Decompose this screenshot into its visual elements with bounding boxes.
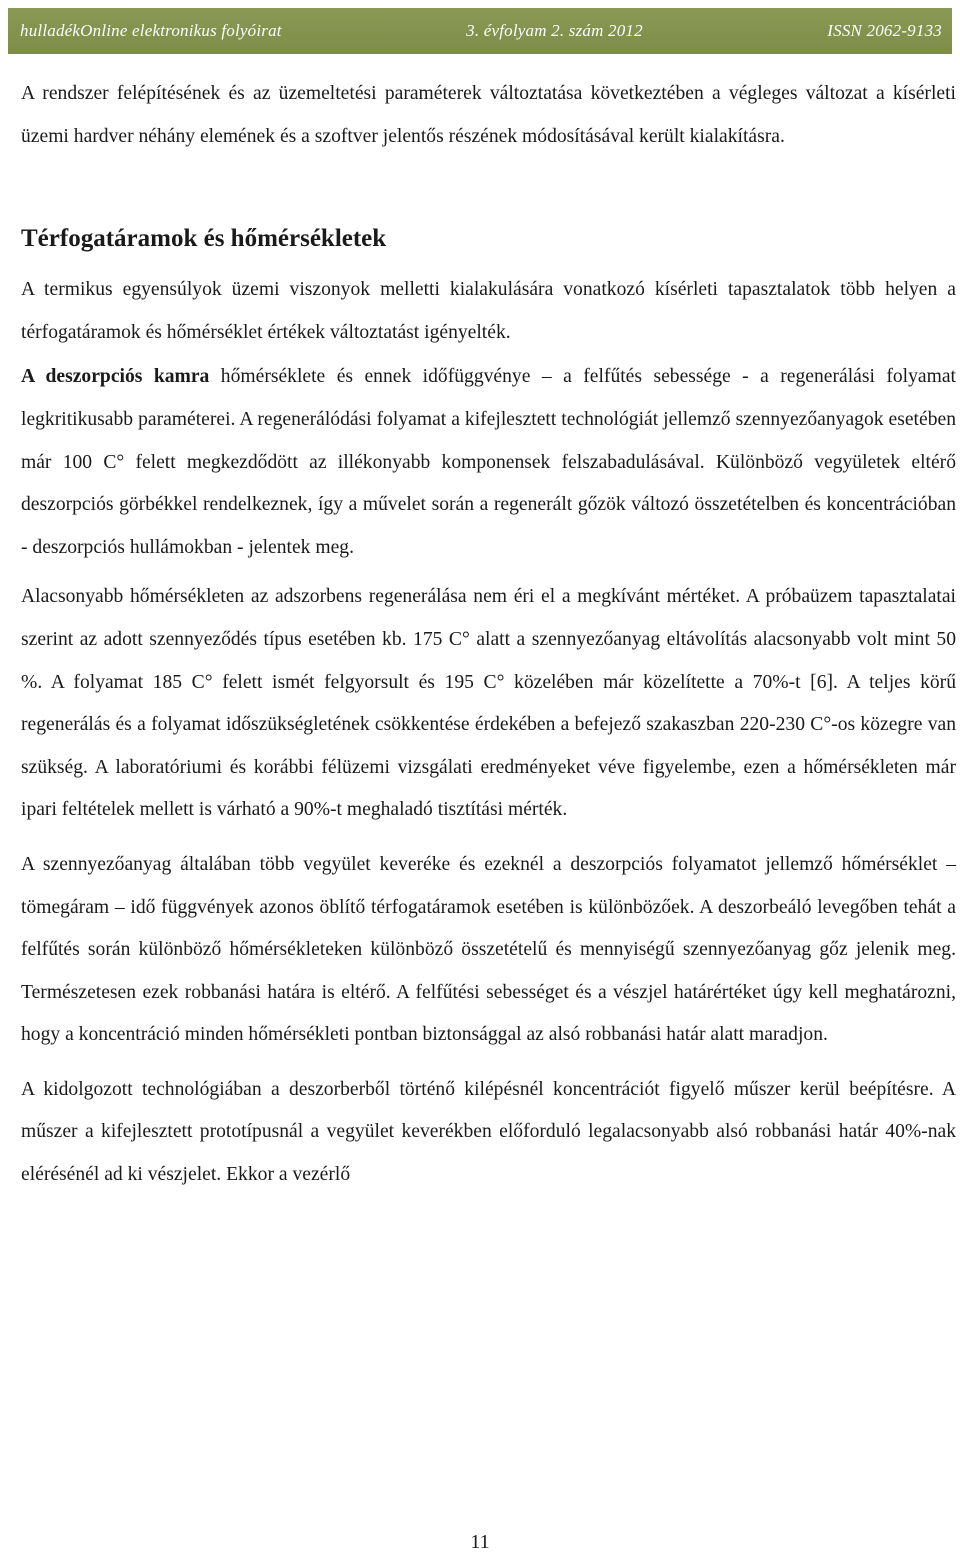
document-body	[21, 73, 956, 1197]
issn-label: ISSN 2062-9133	[827, 21, 942, 40]
paragraph-thermal-balance: A termikus egyensúlyok üzemi viszonyok melletti kialakulására vonatkozó kísérleti tapasztalatok több helyen a térfogatáramok és hőmérséklet értékek változtatást igényelték.	[21, 279, 956, 343]
issue-label: 3. évfolyam 2. szám 2012	[466, 21, 643, 40]
paragraph-desorption-chamber	[21, 356, 956, 569]
desorption-chamber-text: hőmérséklete és ennek időfüggvénye – a felfűtés sebessége - a regenerálási folyamat legkritikusabb paraméterei. A regenerálódási folyamat a kifejlesztett technológiát jellemző szennyezőanyagok esetében már 100 C° felett megkezdődött az illékonyabb komponensek felszabadulásával. Különböző vegyületek eltérő deszorpciós görbékkel rendelkeznek, így a művelet során a regenerált gőzök változó összetételben és koncentrációban - deszorpciós hullámokban - jelentek meg.	[21, 366, 956, 558]
paragraph-instrument: A kidolgozott technológiában a deszorberből történő kilépésnél koncentrációt figyelő műszer kerül beépítésre. A műszer a kifejlesztett prototípusnál a vegyület keverékben előforduló legalacsonyabb alsó robbanási határ 40%-nak elérésénél ad ki vészjelet. Ekkor a vezérlő	[21, 1078, 956, 1186]
journal-header-bar	[8, 8, 952, 54]
desorption-chamber-term: A deszorpciós kamra	[21, 366, 210, 388]
paragraph-intro: A rendszer felépítésének és az üzemeltetési paraméterek változtatása következtében a végleges változat a kísérleti üzemi hardver néhány elemének és a szoftver jelentős részének módosításával került kialakításra.	[21, 83, 956, 147]
page-number: 11	[470, 1531, 490, 1553]
paragraph-temperature: Alacsonyabb hőmérsékleten az adszorbens regenerálása nem éri el a megkívánt mértéket. A próbaüzem tapasztalatai szerint az adott szennyeződés típus esetében kb. 175 C° alatt a szennyezőanyag eltávolítás alacsonyabb volt mint 50 %. A folyamat 185 C° felett ismét felgyorsult és 195 C° közelében már közelítette a 70%-t [6]. A teljes körű regenerálás és a folyamat időszükségletének csökkentése érdekében a befejező szakaszban 220-230 C°-os közegre van szükség. A laboratóriumi és korábbi félüzemi vizsgálati eredményeket véve figyelembe, ezen a hőmérsékleten már ipari feltételek mellett is várható a 90%-t meghaladó tisztítási mérték.	[21, 586, 956, 821]
journal-title: hulladékOnline elektronikus folyóirat	[20, 21, 282, 40]
section-heading: Térfogatáramok és hőmérsékletek	[21, 225, 387, 253]
paragraph-pollutant-mixture: A szennyezőanyag általában több vegyület keveréke és ezeknél a deszorpciós folyamatot jellemző hőmérséklet – tömegáram – idő függvények azonos öblítő térfogatáramok esetében is különbözőek. A deszorbeáló levegőben tehát a felfűtés során különböző hőmérsékleteken különböző összetételű és mennyiségű szennyezőanyag gőz jelenik meg. Természetesen ezek robbanási határa is eltérő. A felfűtési sebességet és a vészjel határértéket úgy kell meghatározni, hogy a koncentráció minden hőmérsékleti pontban biztonsággal az alsó robbanási határ alatt maradjon.	[21, 853, 956, 1046]
